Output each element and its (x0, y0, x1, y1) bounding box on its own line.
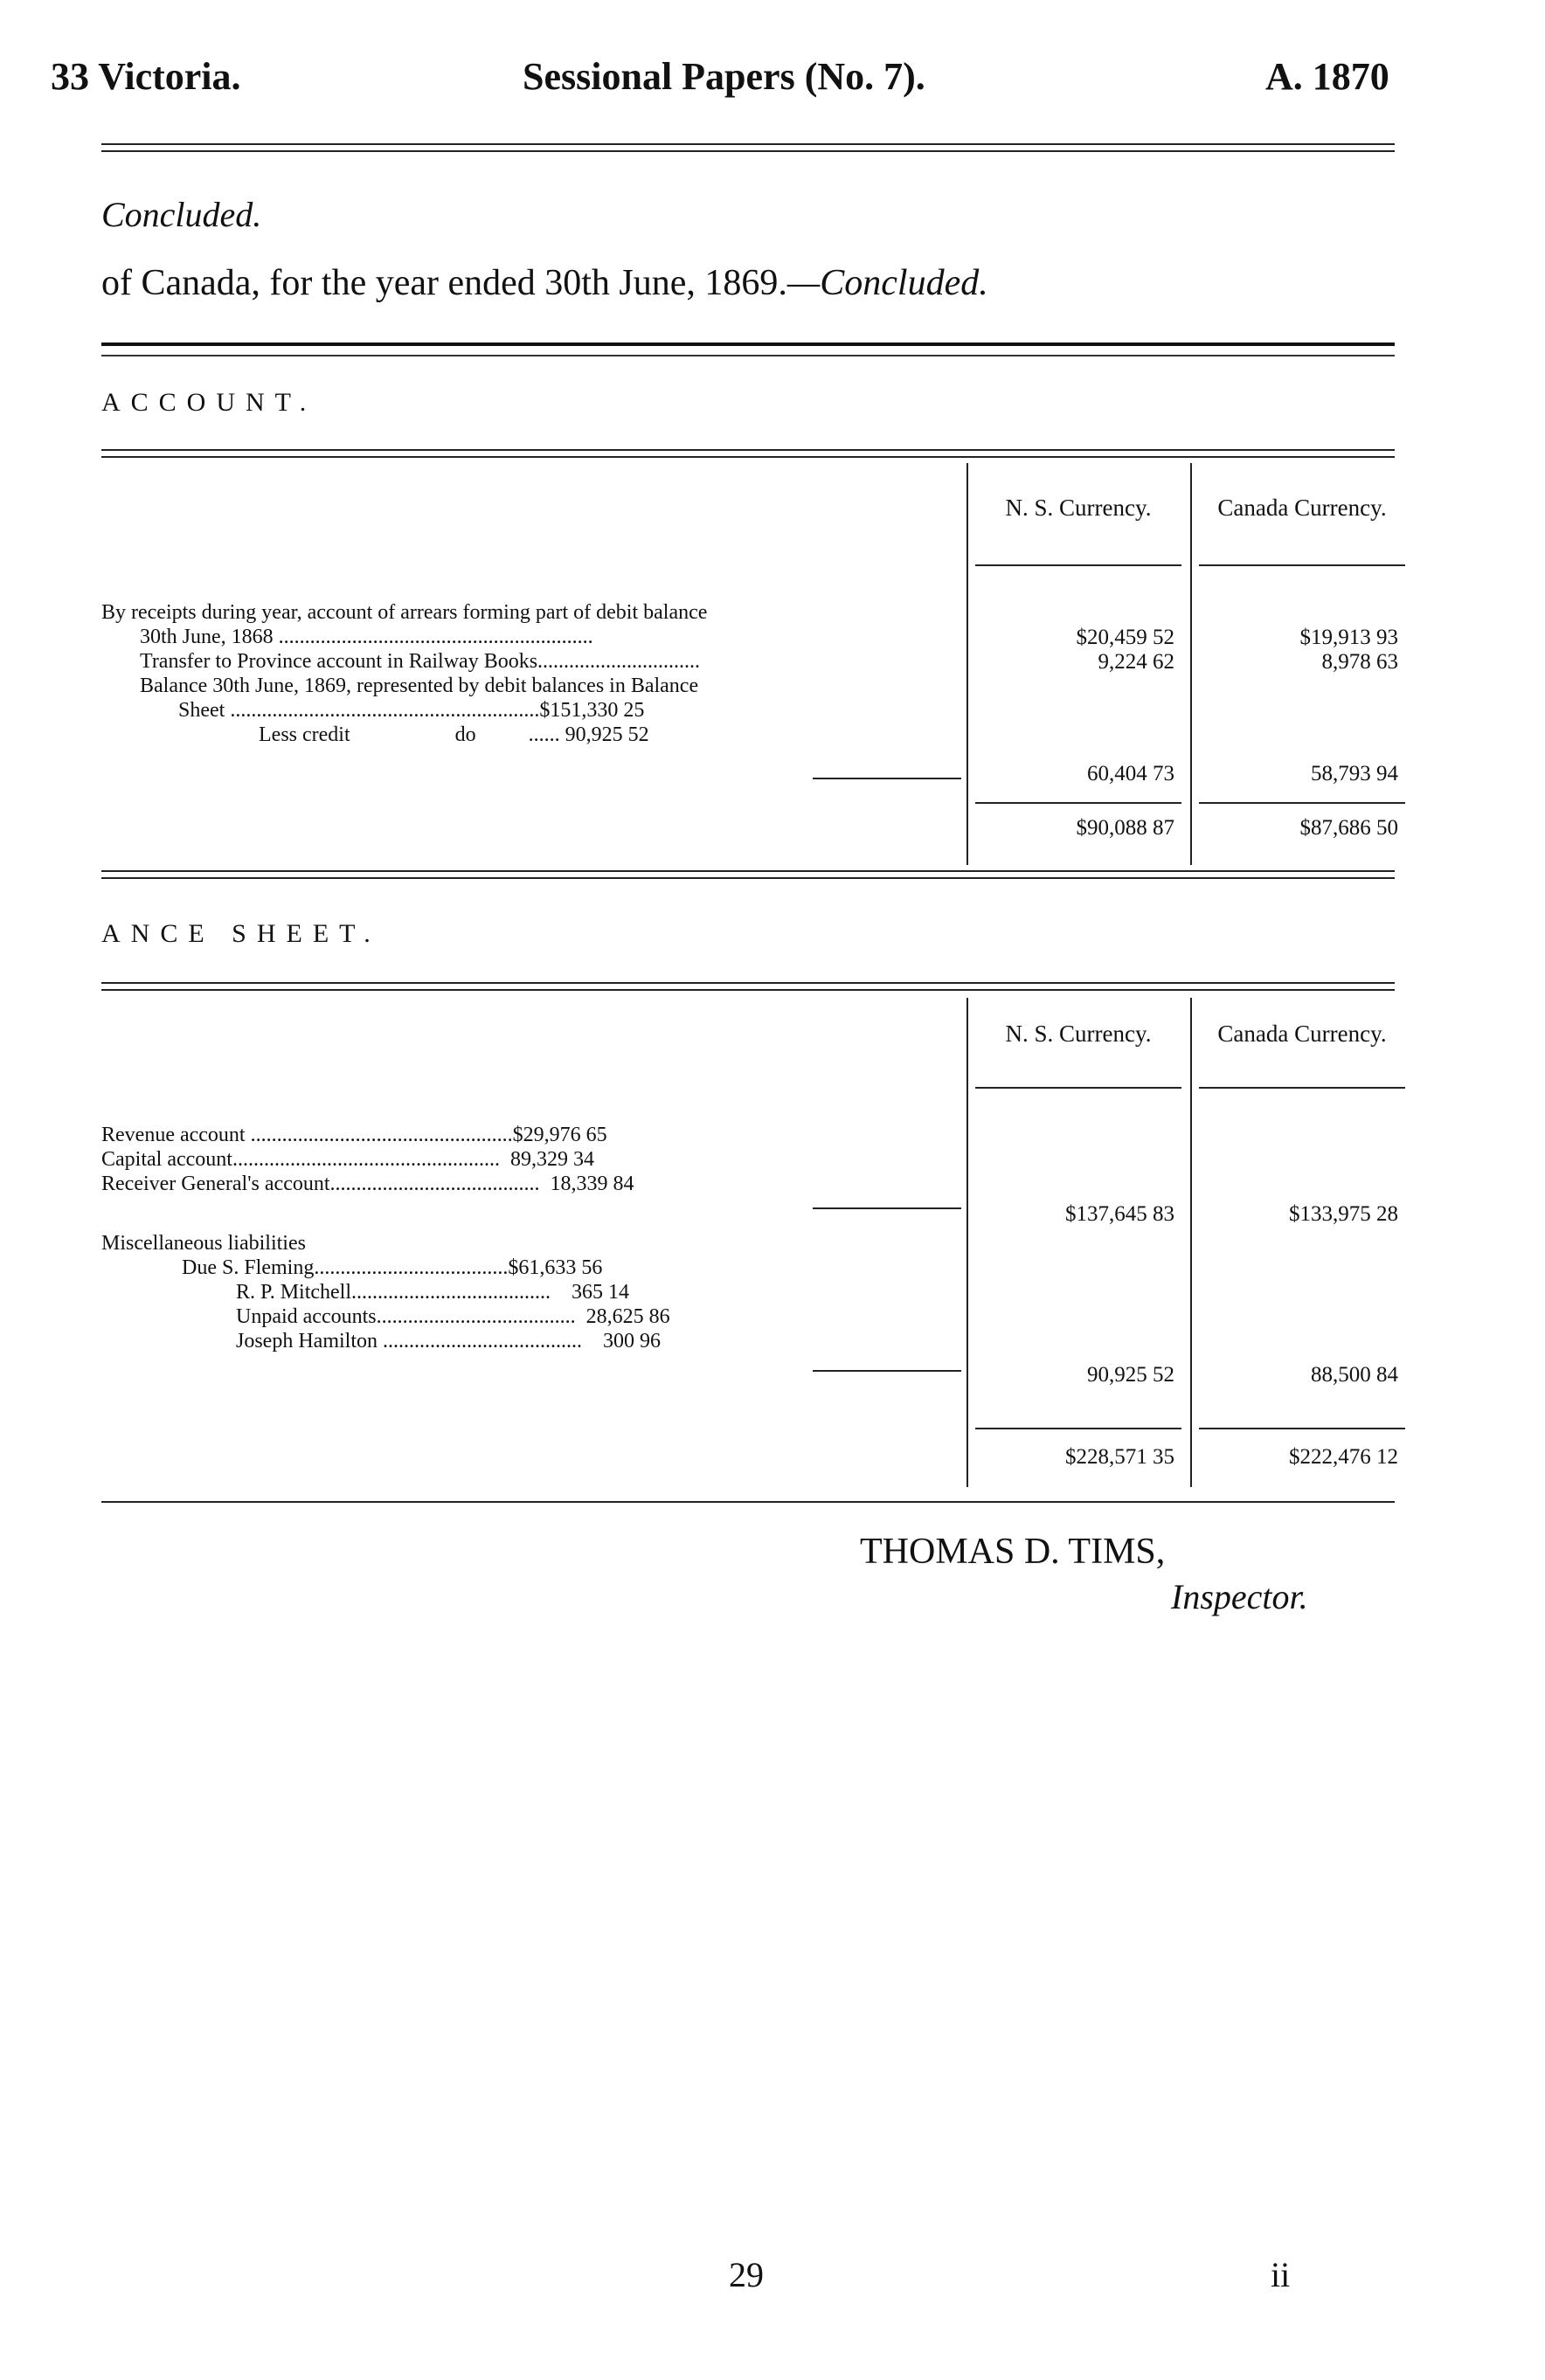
balance-line-hamilton: Joseph Hamilton ...................................... 300 96 (236, 1330, 661, 1353)
balance-col-divider-1 (966, 998, 968, 1487)
account-top-rule (101, 449, 1395, 458)
account-ns-total: $90,088 87 (1076, 816, 1174, 840)
account-ns-value-2: 9,224 62 (1098, 650, 1174, 674)
balance-ns-total: $228,571 35 (1065, 1445, 1174, 1469)
balance-subtotal-rule-2 (813, 1370, 961, 1372)
account-col-canada-header: Canada Currency. (1217, 495, 1387, 521)
balance-col-ns-header: N. S. Currency. (1005, 1020, 1152, 1047)
balance-col-divider-2 (1190, 998, 1192, 1487)
account-header-rule-canada (1199, 564, 1405, 566)
balance-line-misc-liabilities: Miscellaneous liabilities (101, 1232, 306, 1255)
header-rule (101, 143, 1395, 152)
balance-sheet-section-label: ANCE SHEET. (101, 919, 381, 948)
balance-col-canada-header: Canada Currency. (1217, 1020, 1387, 1047)
concluded-label: Concluded. (101, 195, 262, 234)
header-volume: 33 Victoria. (51, 55, 241, 98)
account-canada-value-1: $19,913 93 (1299, 626, 1398, 649)
page-subtitle (101, 262, 988, 304)
header-year: A. 1870 (1265, 55, 1389, 98)
account-line-5: Sheet ...........................................................$151,330 25 (178, 699, 645, 722)
balance-line-capital: Capital account................................................... 89,329 34 (101, 1148, 594, 1171)
account-ns-total-rule (975, 802, 1181, 804)
subtitle-rule (101, 342, 1395, 356)
signature-name: THOMAS D. TIMS, (860, 1532, 1166, 1572)
account-line-4: Balance 30th June, 1869, represented by debit balances in Balance (140, 675, 699, 697)
account-bottom-rule (101, 870, 1395, 879)
account-ns-value-3: 60,404 73 (1087, 762, 1174, 785)
subtitle-main: of Canada, for the year ended 30th June, 1869. (101, 263, 787, 303)
balance-line-unpaid: Unpaid accounts...................................... 28,625 86 (236, 1305, 670, 1328)
signature-title: Inspector. (1171, 1577, 1308, 1616)
account-header-rule-ns (975, 564, 1181, 566)
balance-canada-total: $222,476 12 (1289, 1445, 1398, 1469)
balance-ns-value-1: $137,645 83 (1065, 1202, 1174, 1226)
account-line-2: 30th June, 1868 ............................................................ (140, 626, 593, 648)
balance-subtotal-rule-1 (813, 1207, 961, 1209)
account-canada-total-rule (1199, 802, 1405, 804)
account-col-divider-2 (1190, 463, 1192, 865)
account-line-3: Transfer to Province account in Railway Books............................... (140, 650, 701, 673)
balance-canada-value-1: $133,975 28 (1289, 1202, 1398, 1226)
balance-canada-total-rule (1199, 1428, 1405, 1429)
page-number: 29 (729, 2255, 764, 2294)
account-ns-value-1: $20,459 52 (1076, 626, 1174, 649)
balance-line-fleming: Due S. Fleming.....................................$61,633 56 (182, 1256, 603, 1279)
balance-top-rule (101, 982, 1395, 991)
balance-header-rule-ns (975, 1087, 1181, 1089)
account-line-6: Less credit do ...... 90,925 52 (259, 723, 649, 746)
account-canada-value-2: 8,978 63 (1321, 650, 1398, 674)
balance-ns-total-rule (975, 1428, 1181, 1429)
account-line-1: By receipts during year, account of arrears forming part of debit balance (101, 601, 708, 624)
account-canada-value-3: 58,793 94 (1311, 762, 1398, 785)
balance-line-revenue: Revenue account ..................................................$29,976 65 (101, 1124, 607, 1146)
page-roman-numeral: ii (1271, 2255, 1291, 2294)
header-title: Sessional Papers (No. 7). (523, 55, 925, 98)
account-col-divider-1 (966, 463, 968, 865)
balance-line-receiver-general: Receiver General's account........................................ 18,339 84 (101, 1173, 634, 1195)
account-canada-total: $87,686 50 (1299, 816, 1398, 840)
balance-bottom-rule (101, 1501, 1395, 1503)
account-col-ns-header: N. S. Currency. (1005, 495, 1152, 521)
balance-header-rule-canada (1199, 1087, 1405, 1089)
subtitle-suffix: —Concluded. (786, 263, 988, 303)
balance-ns-value-2: 90,925 52 (1087, 1363, 1174, 1387)
balance-canada-value-2: 88,500 84 (1311, 1363, 1398, 1387)
account-subtotal-rule (813, 778, 961, 779)
account-section-label: ACCOUNT. (101, 388, 317, 417)
balance-line-mitchell: R. P. Mitchell...................................... 365 14 (236, 1281, 630, 1304)
